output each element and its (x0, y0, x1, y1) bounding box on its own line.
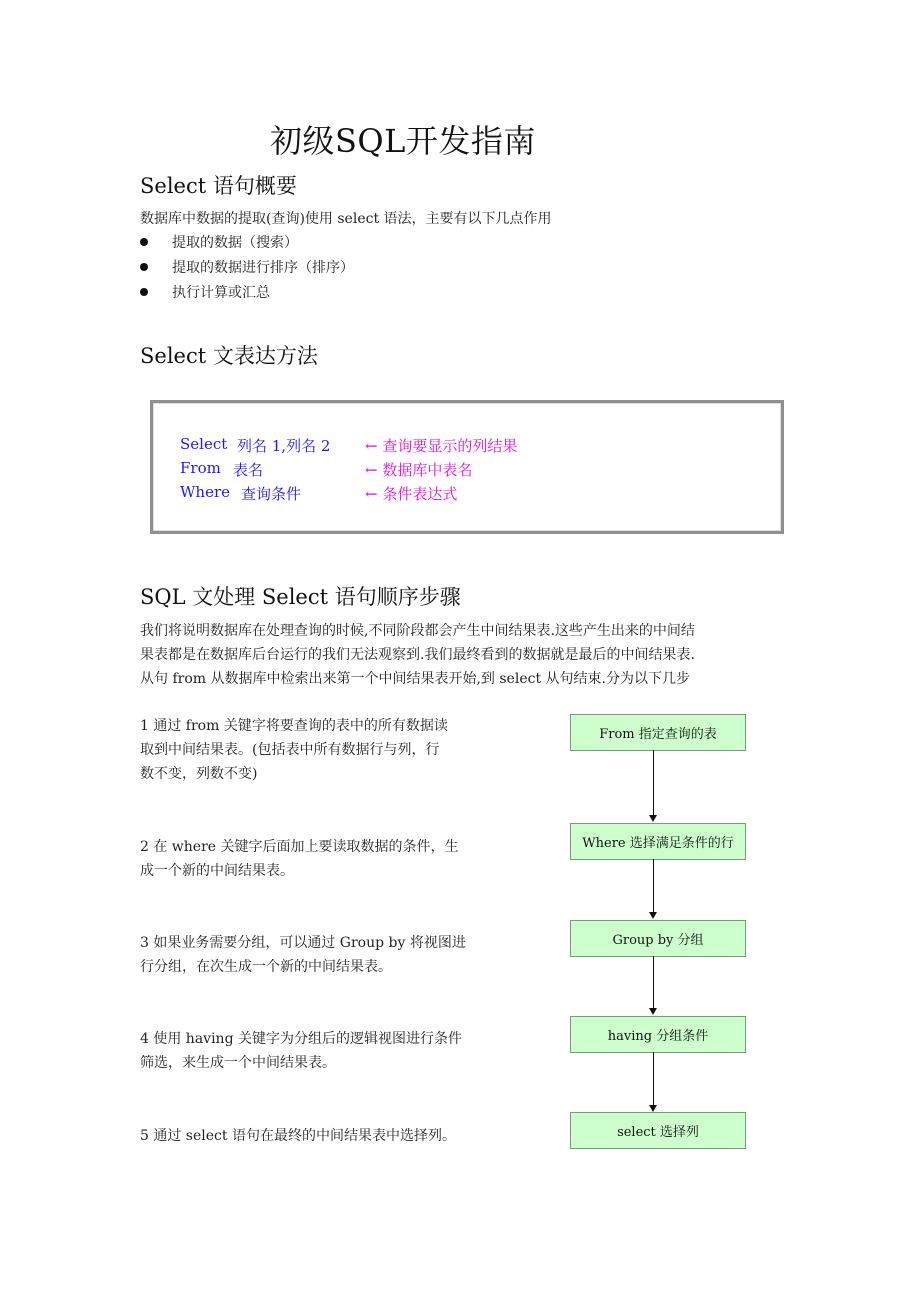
step-line: 1 通过 from 关键字将要查询的表中的所有数据读 (140, 718, 448, 734)
code-arg-select: 列名 1,列名 2 (237, 437, 331, 455)
arrow-down-icon (649, 1105, 657, 1112)
code-keyword-select: Select (180, 435, 228, 453)
step-line: 4 使用 having 关键字为分组后的逻辑视图进行条件 (140, 1031, 462, 1047)
bullet-dot-icon (140, 238, 148, 246)
step-4 (140, 1027, 510, 1075)
section-heading-select-overview: Select 语句概要 (140, 174, 297, 198)
arrow-down-icon (649, 815, 657, 822)
step-line: 取到中间结果表。(包括表中所有数据行与列，行 (140, 742, 440, 758)
code-keyword-from: From (180, 459, 221, 477)
step-line: 筛选，来生成一个中间结果表。 (140, 1055, 336, 1071)
step-line: 成一个新的中间结果表。 (140, 863, 294, 879)
flow-box-from: From 指定查询的表 (570, 714, 746, 751)
flow-box-group-by: Group by 分组 (570, 920, 746, 957)
flow-connector (653, 750, 654, 815)
flow-box-select: select 选择列 (570, 1112, 746, 1149)
step-line: 行分组，在次生成一个新的中间结果表。 (140, 959, 392, 975)
section-heading-select-syntax: Select 文表达方法 (140, 344, 318, 368)
step-2 (140, 835, 510, 883)
paragraph-line: 果表都是在数据库后台运行的我们无法观察到.我们最终看到的数据就是最后的中间结果表. (140, 647, 695, 663)
section-heading-processing-steps: SQL 文处理 Select 语句顺序步骤 (140, 585, 461, 609)
list-item: 执行计算或汇总 (172, 285, 270, 301)
flow-connector (653, 1052, 654, 1105)
list-item: 提取的数据（搜索） (172, 235, 298, 251)
step-1 (140, 714, 510, 786)
flow-box-having: having 分组条件 (570, 1016, 746, 1053)
syntax-code-box (150, 400, 784, 534)
code-arg-from: 表名 (233, 461, 264, 479)
flow-connector (653, 859, 654, 912)
page-title: 初级SQL开发指南 (270, 122, 536, 160)
flow-connector (653, 956, 654, 1008)
step-3 (140, 931, 510, 979)
code-comment-from: ← 数据库中表名 (365, 461, 473, 479)
arrow-down-icon (649, 912, 657, 919)
paragraph-line: 我们将说明数据库在处理查询的时候,不同阶段都会产生中间结果表.这些产生出来的中间结 (140, 623, 695, 639)
section-intro: 数据库中数据的提取(查询)使用 select 语法，主要有以下几点作用 (140, 211, 552, 227)
step-line: 数不变，列数不变) (140, 766, 258, 782)
list-item: 提取的数据进行排序（排序） (172, 260, 354, 276)
step-line: 2 在 where 关键字后面加上要读取数据的条件，生 (140, 839, 459, 855)
arrow-down-icon (649, 1008, 657, 1015)
flow-box-where: Where 选择满足条件的行 (570, 823, 746, 860)
step-line: 5 通过 select 语句在最终的中间结果表中选择列。 (140, 1128, 456, 1144)
bullet-dot-icon (140, 288, 148, 296)
code-comment-where: ← 条件表达式 (365, 485, 458, 503)
step-line: 3 如果业务需要分组，可以通过 Group by 将视图进 (140, 935, 466, 951)
code-comment-select: ← 查询要显示的列结果 (365, 437, 518, 455)
bullet-dot-icon (140, 263, 148, 271)
step-5 (140, 1124, 510, 1148)
code-keyword-where: Where (180, 483, 231, 501)
code-arg-where: 查询条件 (241, 485, 302, 503)
paragraph-line: 从句 from 从数据库中检索出来第一个中间结果表开始,到 select 从句结束.分为以下几步 (140, 671, 690, 687)
